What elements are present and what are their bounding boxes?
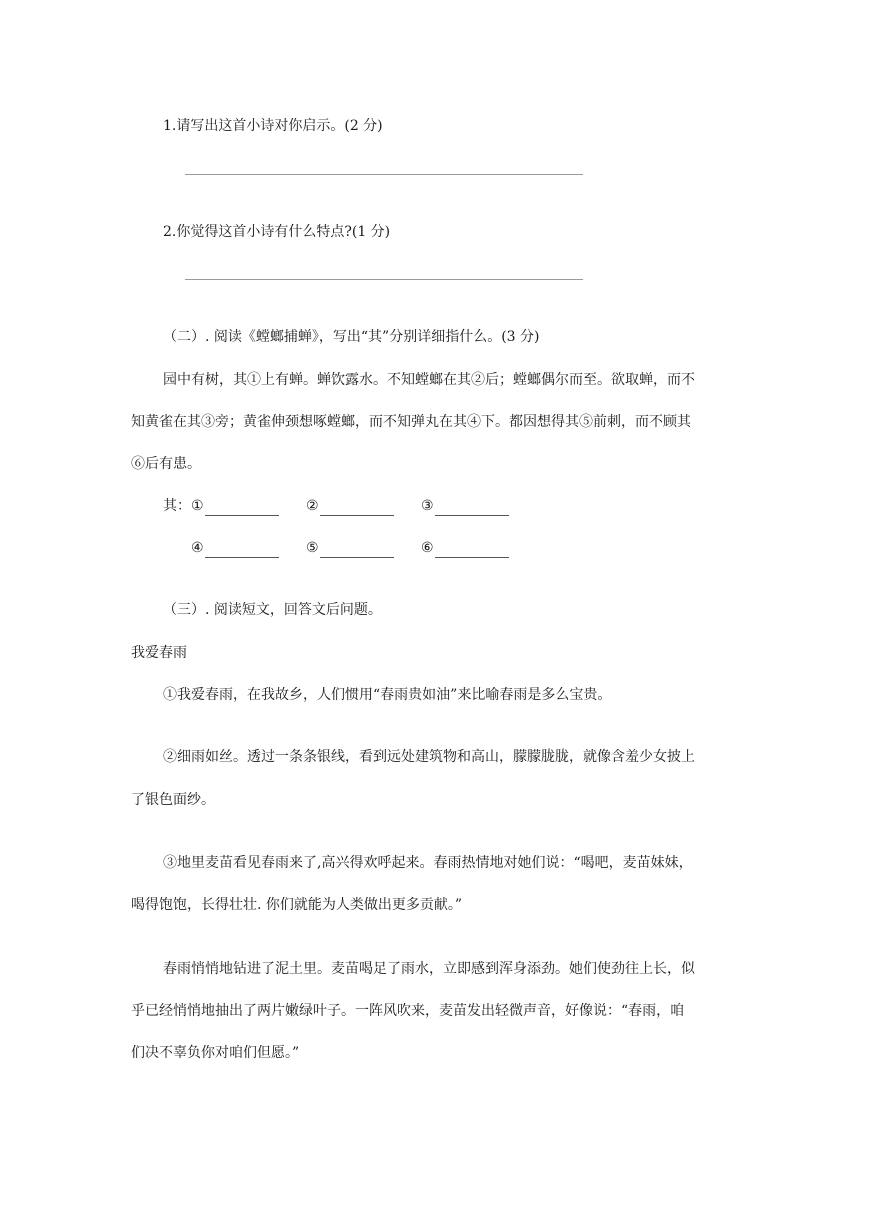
- paragraph-3-line-2: 喝得饱饱，长得壮壮. 你们就能为人类做出更多贡献。”: [131, 897, 463, 913]
- section-2-passage-line-1: 园中有树，其①上有蝉。蝉饮露水。不知螳螂在其②后；螳螂偶尔而至。欲取蝉，而不: [163, 372, 695, 388]
- fill-blank-row-1: [191, 496, 279, 516]
- marker-3: ③: [421, 498, 434, 514]
- fill-blank-6[interactable]: [421, 538, 509, 558]
- marker-4: ④: [191, 540, 204, 556]
- fill-blank-row-1c: [421, 496, 509, 516]
- paragraph-2-line-2: 了银色面纱。: [131, 792, 215, 808]
- blank-underline[interactable]: [320, 543, 394, 558]
- fill-blank-row-2c: [421, 538, 509, 558]
- marker-1: ①: [191, 498, 204, 514]
- answer-line-1[interactable]: [185, 174, 583, 175]
- paragraph-1-line-1: ①我爱春雨，在我故乡，人们惯用“春雨贵如油”来比喻春雨是多么宝贵。: [163, 687, 612, 703]
- fill-blank-row-2b: [306, 538, 394, 558]
- blank-underline[interactable]: [320, 501, 394, 516]
- fill-blank-row-1b: [306, 496, 394, 516]
- answer-line-2[interactable]: [185, 279, 583, 280]
- question-2: 2.你觉得这首小诗有什么特点?(1 分): [163, 224, 391, 240]
- paragraph-3-line-1: ③地里麦苗看见春雨来了,高兴得欢呼起来。春雨热情地对她们说：“喝吧，麦苗妹妹，: [163, 855, 693, 871]
- paragraph-4-line-3: 们决不辜负你对咱们但愿。”: [131, 1045, 300, 1061]
- question-1: 1.请写出这首小诗对你启示。(2 分): [163, 118, 383, 134]
- paragraph-2-line-1: ②细雨如丝。透过一条条银线，看到远处建筑物和高山，朦朦胧胧，就像含羞少女披上: [163, 749, 695, 765]
- marker-5: ⑤: [306, 540, 319, 556]
- marker-2: ②: [306, 498, 319, 514]
- fill-blank-4[interactable]: [191, 538, 279, 558]
- article-title: 我爱春雨: [131, 645, 187, 661]
- marker-6: ⑥: [421, 540, 434, 556]
- fill-blank-row-2: [191, 538, 279, 558]
- blank-underline[interactable]: [435, 543, 509, 558]
- section-2-heading: （二）. 阅读《螳螂捕蝉》，写出“其”分别详细指什么。(3 分): [163, 329, 540, 345]
- section-3-heading: （三）. 阅读短文，回答文后问题。: [163, 602, 382, 618]
- paragraph-4-line-1: 春雨悄悄地钻进了泥土里。麦苗喝足了雨水，立即感到浑身添劲。她们使劲往上长，似: [163, 961, 695, 977]
- section-2-passage-line-3: ⑥后有患。: [131, 456, 201, 472]
- fill-blank-5[interactable]: [306, 538, 394, 558]
- answer-prefix: 其：: [163, 498, 191, 514]
- blank-underline[interactable]: [205, 501, 279, 516]
- section-2-passage-line-2: 知黄雀在其③旁；黄雀伸颈想啄螳螂，而不知弹丸在其④下。都因想得其⑤前刺，而不顾其: [131, 414, 691, 430]
- fill-blank-1[interactable]: [191, 496, 279, 516]
- fill-blank-3[interactable]: [421, 496, 509, 516]
- blank-underline[interactable]: [205, 543, 279, 558]
- paragraph-4-line-2: 乎已经悄悄地抽出了两片嫩绿叶子。一阵风吹来，麦苗发出轻微声音，好像说：“春雨，咱: [131, 1003, 685, 1019]
- blank-underline[interactable]: [435, 501, 509, 516]
- fill-blank-2[interactable]: [306, 496, 394, 516]
